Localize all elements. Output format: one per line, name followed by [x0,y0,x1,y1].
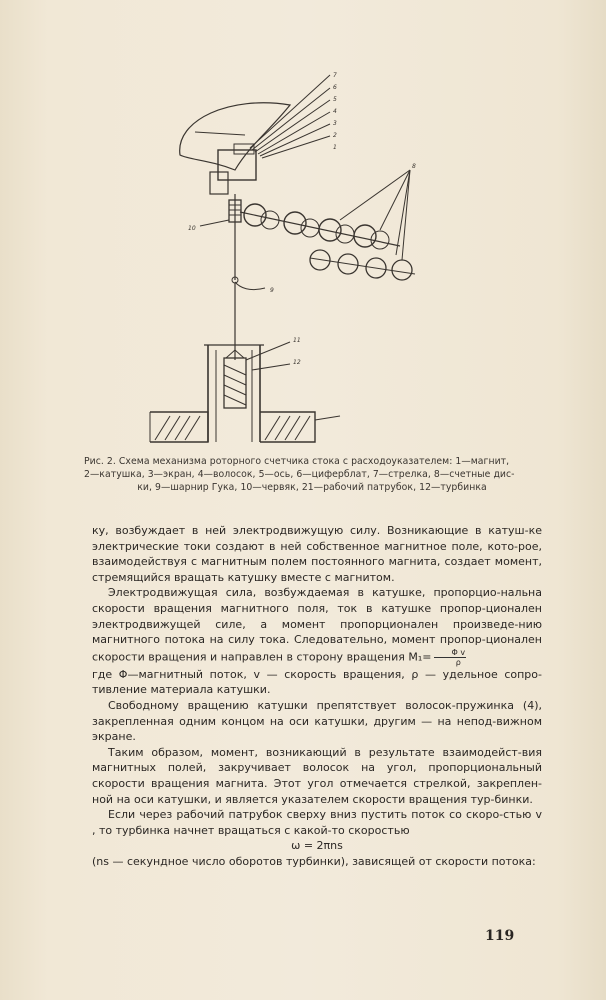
formula-omega: ω = 2πns [291,839,343,853]
label-12: 12 [293,359,301,366]
paragraph-1: ку, возбуждает в ней электродвижущую силу. Возникающие в катуш-ке электрические токи создают в ней собственное магнитное поле, кото-рое, взаимодействуя с магнитным полем постоянного магнита, создает момент, стремящийся вращать катушку вместе с магнитом. [92,524,542,584]
label-4: 4 [333,108,337,115]
paragraph-6: Если через рабочий патрубок сверху вниз пустить поток со скоро-стью v , то турбинка начнет вращаться с какой-то скоростью [92,808,542,837]
formula-denominator: ρ [455,657,461,667]
label-8: 8 [412,163,416,170]
label-11: 11 [293,337,301,344]
formula-lhs: M₁= [408,650,432,664]
label-3: 3 [333,120,337,127]
caption-line-1: Рис. 2. Схема механизма роторного счетчика стока с расходоуказателем: 1—магнит, [84,456,510,467]
page-number: 119 [485,928,515,944]
paragraph-7: (ns — секундное число оборотов турбинки), зависящей от скорости потока: [92,854,536,868]
paragraph-2-text: Электродвижущая сила, возбуждаемая в катушке, пропорцио-нальна скорости вращения магнитного поля, ток в катушке пропор-ционален электродвижущей силе, а момент пропорционален произведе-нию магнитного потока на силу тока. Следовательно, момент пропор-ционален скорости вращения и направлен в сторону вращения [92,586,542,664]
label-6: 6 [333,84,337,91]
caption-line-2: 2—катушка, 3—экран, 4—волосок, 5—ось, 6—циферблат, 7—стрелка, 8—счетные дис- [84,469,515,480]
body-text [92,523,542,869]
paragraph-5: Таким образом, момент, возникающий в результате взаимодейст-вия магнитных полей, закручивает волосок на угол, пропорциональный скорости вращения магнита. Этот угол отмечается стрелкой, закреплен-ной на оси катушки, и является указателем скорости вращения тур-бинки. [92,745,542,806]
mechanism-diagram [140,60,460,455]
formula-fraction [434,648,466,667]
paragraph-3: где Φ—магнитный поток, v — скорость вращения, ρ — удельное сопро-тивление материала катушки. [92,667,542,697]
figure-caption [84,455,540,494]
caption-line-3: ки, 9—шарнир Гука, 10—червяк, 21—рабочий патрубок, 12—турбинка [137,482,487,493]
label-10: 10 [188,225,196,232]
paragraph-4: Свободному вращению катушки препятствует волосок-пружинка (4), закрепленная одним концом на оси катушки, другим — на непод-вижном экране. [92,698,542,744]
label-7: 7 [333,72,337,79]
formula-numerator: Φ v [434,648,466,658]
label-5: 5 [333,96,337,103]
label-1: 1 [333,144,337,151]
mechanism-figure [140,60,460,455]
paragraph-2 [92,585,542,666]
label-9: 9 [270,287,274,294]
label-2: 2 [333,132,337,139]
